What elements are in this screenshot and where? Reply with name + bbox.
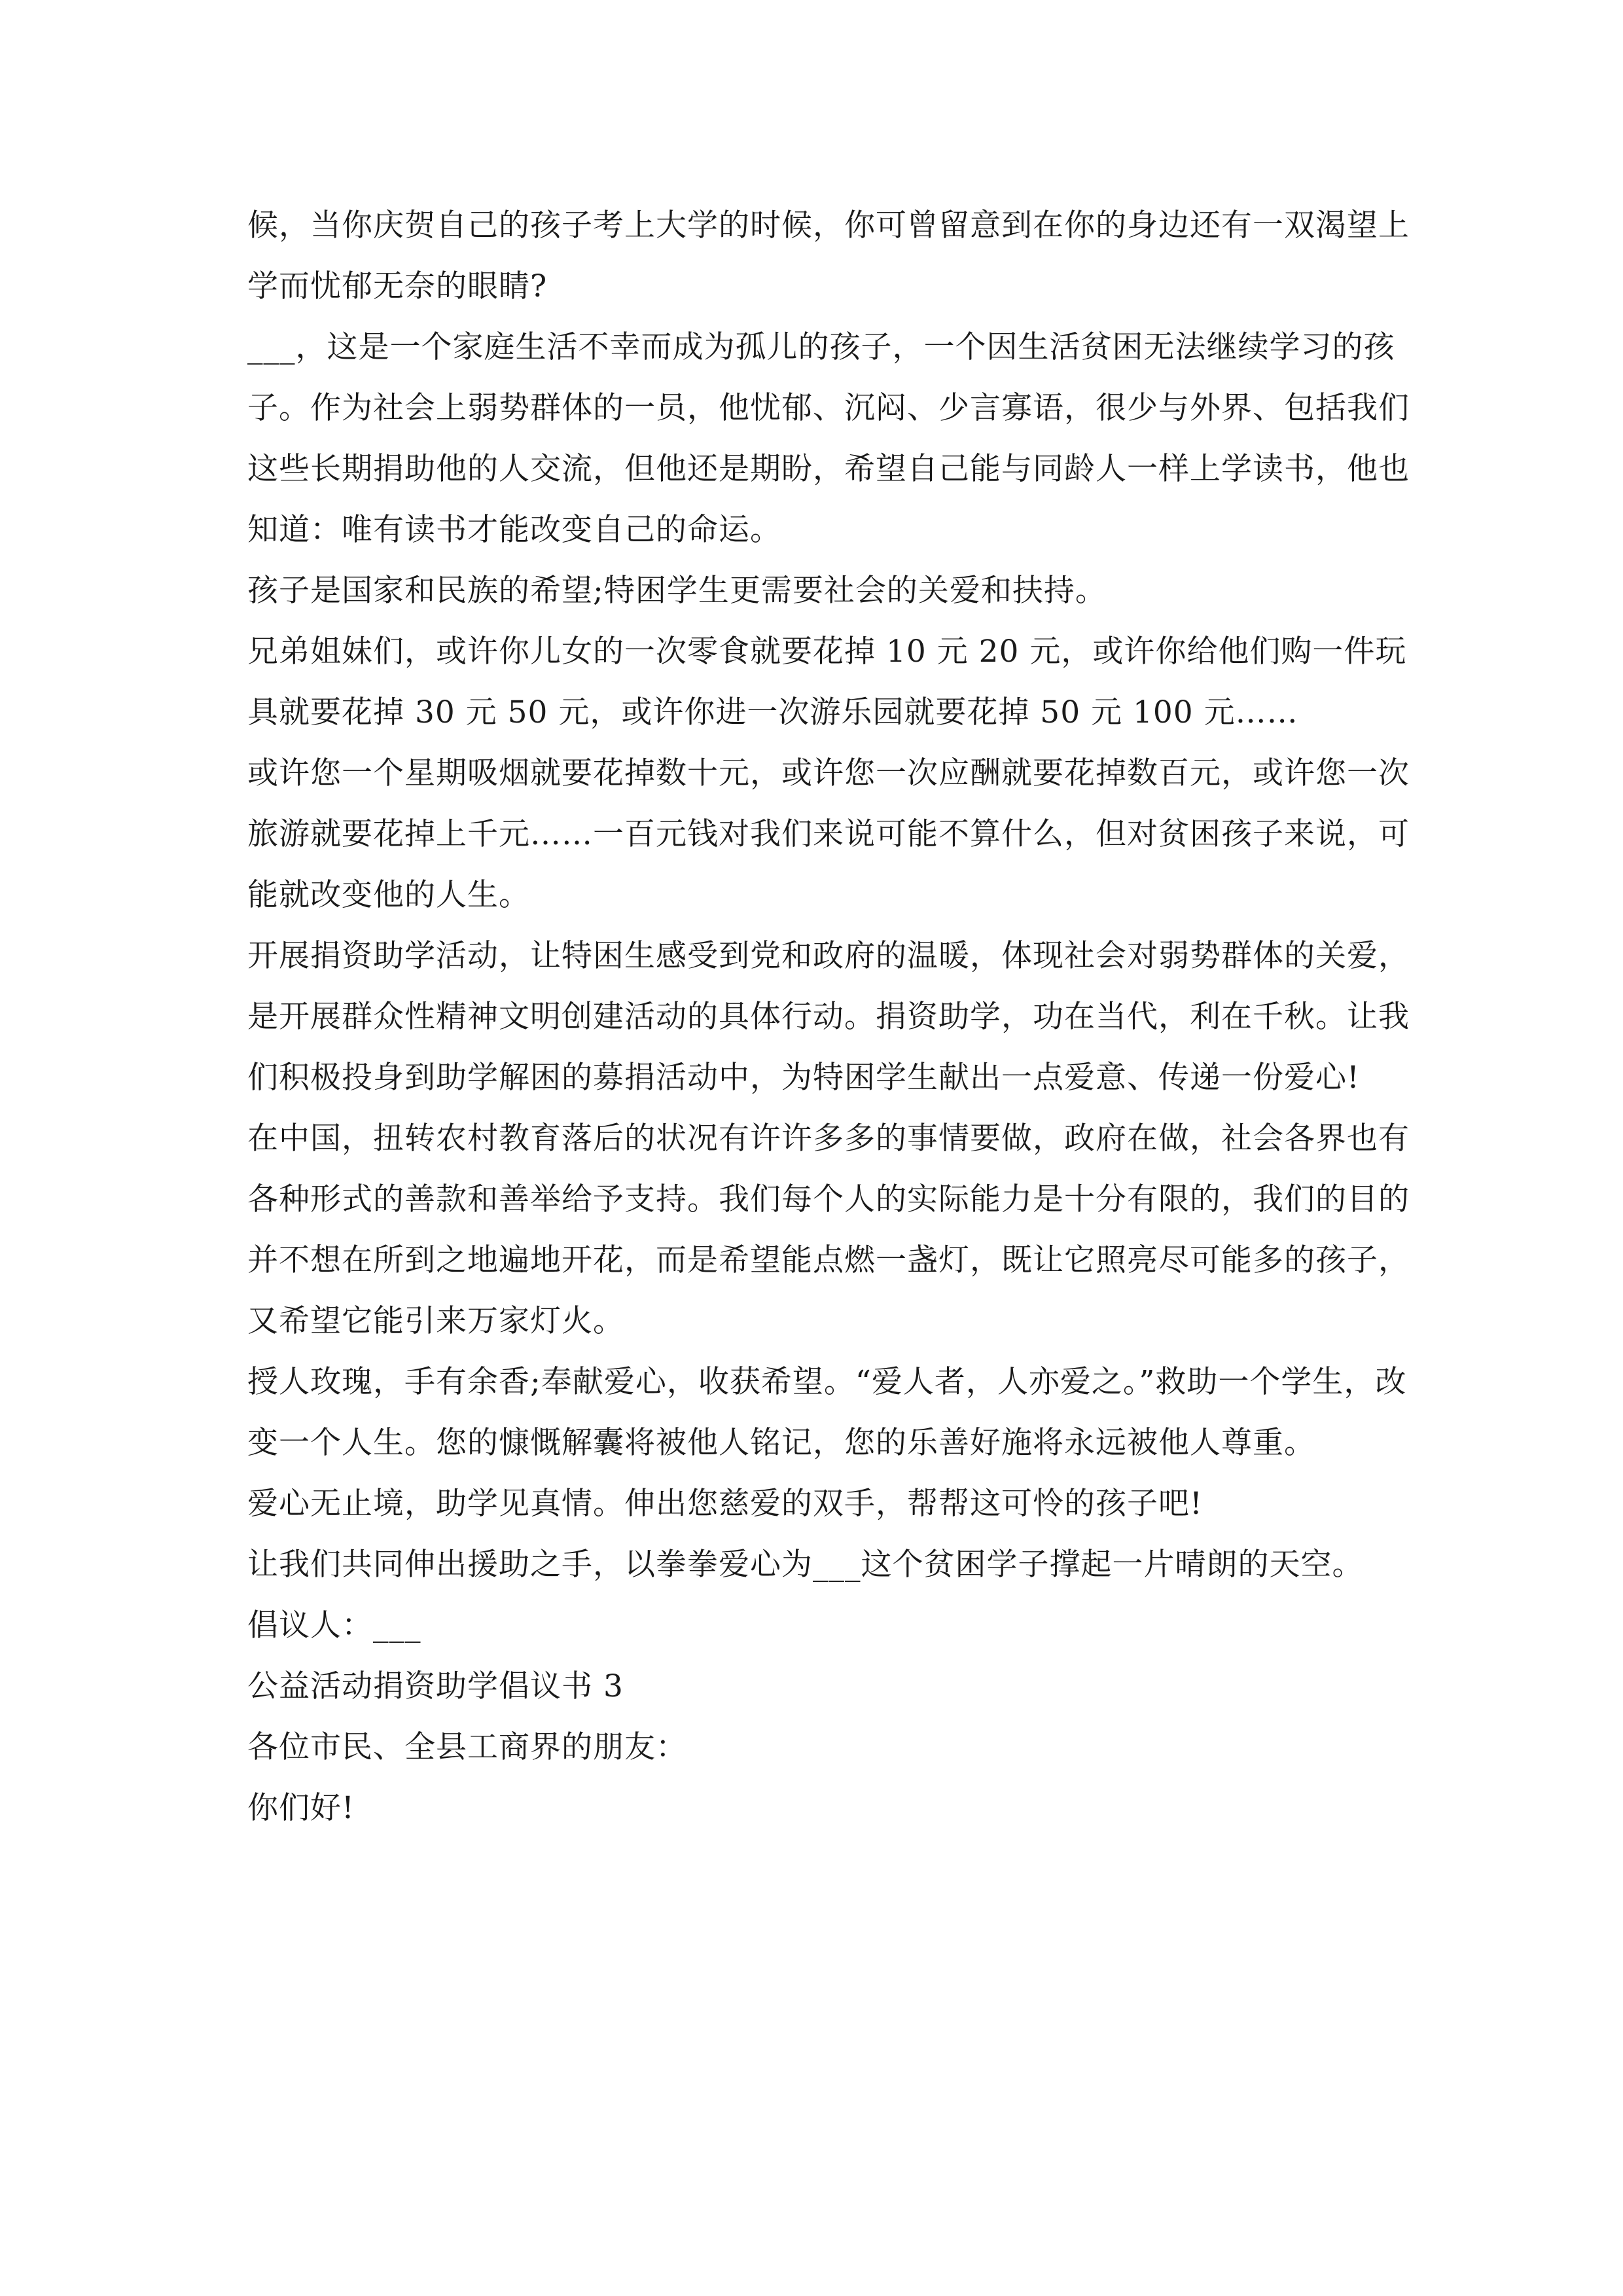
signature-line: 倡议人：___ (247, 1607, 421, 1643)
document-body (247, 195, 1419, 1839)
section-title: 公益活动捐资助学倡议书 3 (247, 1668, 624, 1704)
paragraph: 候，当你庆贺自己的孩子考上大学的时候，你可曾留意到在你的身边还有一双渴望上学而忧郁无奈的眼睛? (247, 207, 1410, 304)
paragraph: 开展捐资助学活动，让特困生感受到党和政府的温暖，体现社会对弱势群体的关爱，是开展群众性精神文明创建活动的具体行动。捐资助学，功在当代，利在千秋。让我们积极投身到助学解困的募捐活动中，为特困学生献出一点爱意、传递一份爱心! (247, 938, 1410, 1096)
paragraph: 或许您一个星期吸烟就要花掉数十元，或许您一次应酬就要花掉数百元，或许您一次旅游就要花掉上千元……一百元钱对我们来说可能不算什么，但对贫困孩子来说，可能就改变他的人生。 (247, 755, 1410, 913)
paragraph: 爱心无止境，助学见真情。伸出您慈爱的双手，帮帮这可怜的孩子吧! (247, 1486, 1203, 1522)
paragraph: ___，这是一个家庭生活不幸而成为孤儿的孩子，一个因生活贫困无法继续学习的孩子。作为社会上弱势群体的一员，他忧郁、沉闷、少言寡语，很少与外界、包括我们这些长期捐助他的人交流，但他还是期盼，希望自己能与同龄人一样上学读书，他也知道：唯有读书才能改变自己的命运。 (247, 329, 1410, 548)
paragraph: 在中国，扭转农村教育落后的状况有许许多多的事情要做，政府在做，社会各界也有各种形式的善款和善举给予支持。我们每个人的实际能力是十分有限的，我们的目的并不想在所到之地遍地开花，而是希望能点燃一盏灯，既让它照亮尽可能多的孩子，又希望它能引来万家灯火。 (247, 1121, 1410, 1339)
paragraph: 孩子是国家和民族的希望;特困学生更需要社会的关爱和扶持。 (247, 573, 1107, 609)
paragraph: 授人玫瑰，手有余香;奉献爱心，收获希望。“爱人者，人亦爱之。”救助一个学生，改变一个人生。您的慷慨解囊将被他人铭记，您的乐善好施将永远被他人尊重。 (247, 1364, 1407, 1461)
greeting: 你们好! (247, 1790, 355, 1826)
paragraph: 兄弟姐妹们，或许你儿女的一次零食就要花掉 10 元 20 元，或许你给他们购一件玩具就要花掉 30 元 50 元，或许你进一次游乐园就要花掉 50 元 100 元…… (247, 634, 1407, 730)
salutation: 各位市民、全县工商界的朋友： (247, 1729, 687, 1765)
paragraph: 让我们共同伸出援助之手，以拳拳爱心为___这个贫困学子撑起一片晴朗的天空。 (247, 1547, 1364, 1583)
